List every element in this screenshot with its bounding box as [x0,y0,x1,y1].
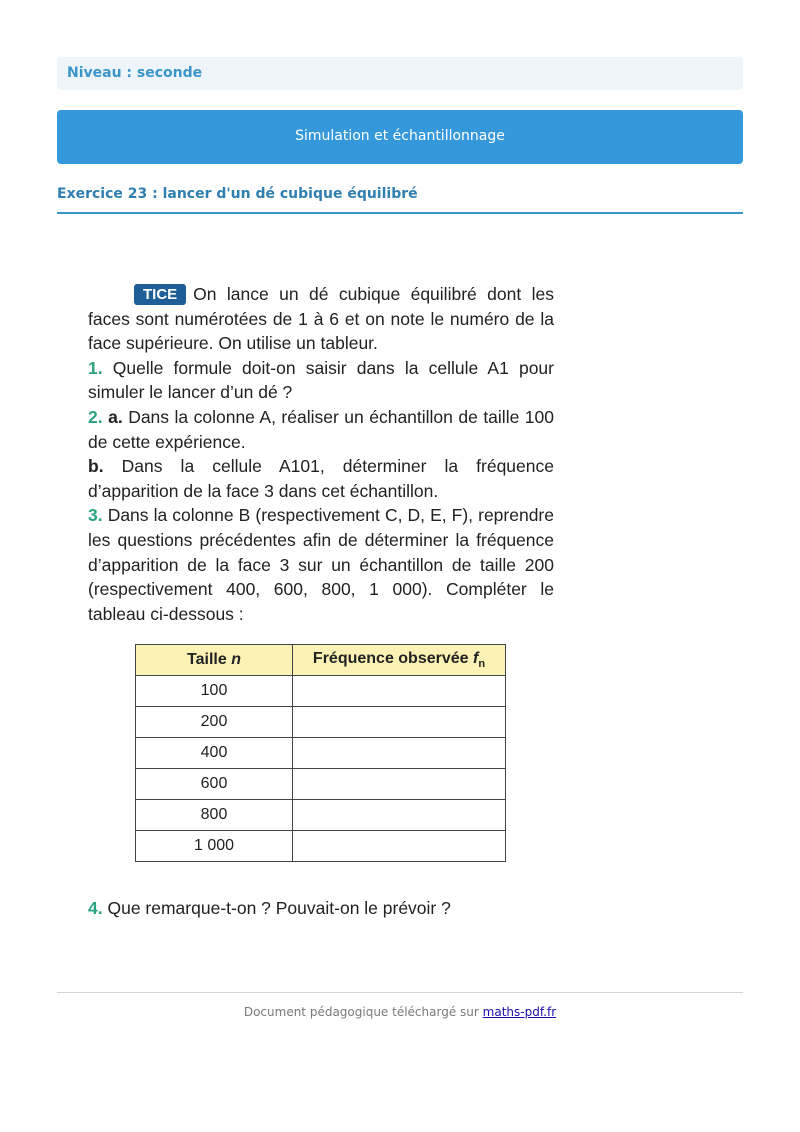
footer-text: Document pédagogique téléchargé sur [243,1005,479,1019]
level-label: Niveau : seconde [67,65,203,81]
table-row [136,800,506,831]
question-1-text: Quelle formule doit-on saisir dans la cellule A1 pour simuler le lancer d’un dé ? [88,357,554,403]
question-2b-label: b. [88,456,104,477]
question-4 [88,898,451,919]
size-cell: 600 [136,769,293,800]
table-header-row [136,645,506,676]
exercise-statement [88,282,554,626]
table-row [136,738,506,769]
page-title: Simulation et échantillonnage [295,128,505,144]
tice-badge: TICE [134,284,186,305]
question-3-number: 3. [88,505,103,526]
footer-divider [57,992,743,993]
frequency-column-header: Fréquence observée $f_n$ [293,645,506,676]
table-row [136,676,506,707]
table-row [136,707,506,738]
question-2b [88,454,554,503]
frequency-cell [293,800,506,831]
question-1 [88,356,554,405]
exercise-heading: Exercice 23 : lancer d'un dé cubique équilibré [57,186,418,202]
frequency-cell [293,738,506,769]
size-column-header: Taille n [136,645,293,676]
title-banner [57,110,743,164]
question-2a-label: a. [108,406,123,427]
question-2a-text: Dans la colonne A, réaliser un échantillon de taille 100 de cette expérience. [88,406,554,452]
frequency-cell [293,676,506,707]
question-2-number: 2. [88,406,103,427]
question-3 [88,503,554,626]
size-cell: 200 [136,707,293,738]
question-4-number: 4. [88,898,103,918]
level-box [57,57,743,90]
frequency-table [135,644,506,862]
footer-link[interactable]: maths-pdf.fr [482,1005,557,1019]
size-cell: 100 [136,676,293,707]
intro-text: On lance un dé cubique équilibré dont les faces sont numérotées de 1 à 6 et on note le numéro de la face supérieure. On utilise un tableur. [88,284,554,354]
intro-paragraph [88,282,554,356]
frequency-cell [293,831,506,862]
question-4-text: Que remarque-t-on ? Pouvait-on le prévoir ? [107,898,451,918]
size-cell: 800 [136,800,293,831]
table-row [136,769,506,800]
footer [0,1005,800,1019]
question-2b-text: Dans la cellule A101, déterminer la fréquence d’apparition de la face 3 dans cet échantillon. [88,456,554,501]
question-1-number: 1. [88,357,103,378]
size-cell: 400 [136,738,293,769]
heading-divider [57,212,743,214]
frequency-cell [293,707,506,738]
question-3-text: Dans la colonne B (respectivement C, D, E, F), reprendre les questions précédentes afin de déterminer la fréquence d’apparition de la face 3 sur un échantillon de taille 200 (respectivement 400, 600, 800, 1 000). Compléter le tableau ci-dessous : [88,505,554,624]
size-cell: 1 000 [136,831,293,862]
question-2a [88,405,554,454]
frequency-cell [293,769,506,800]
table-row [136,831,506,862]
